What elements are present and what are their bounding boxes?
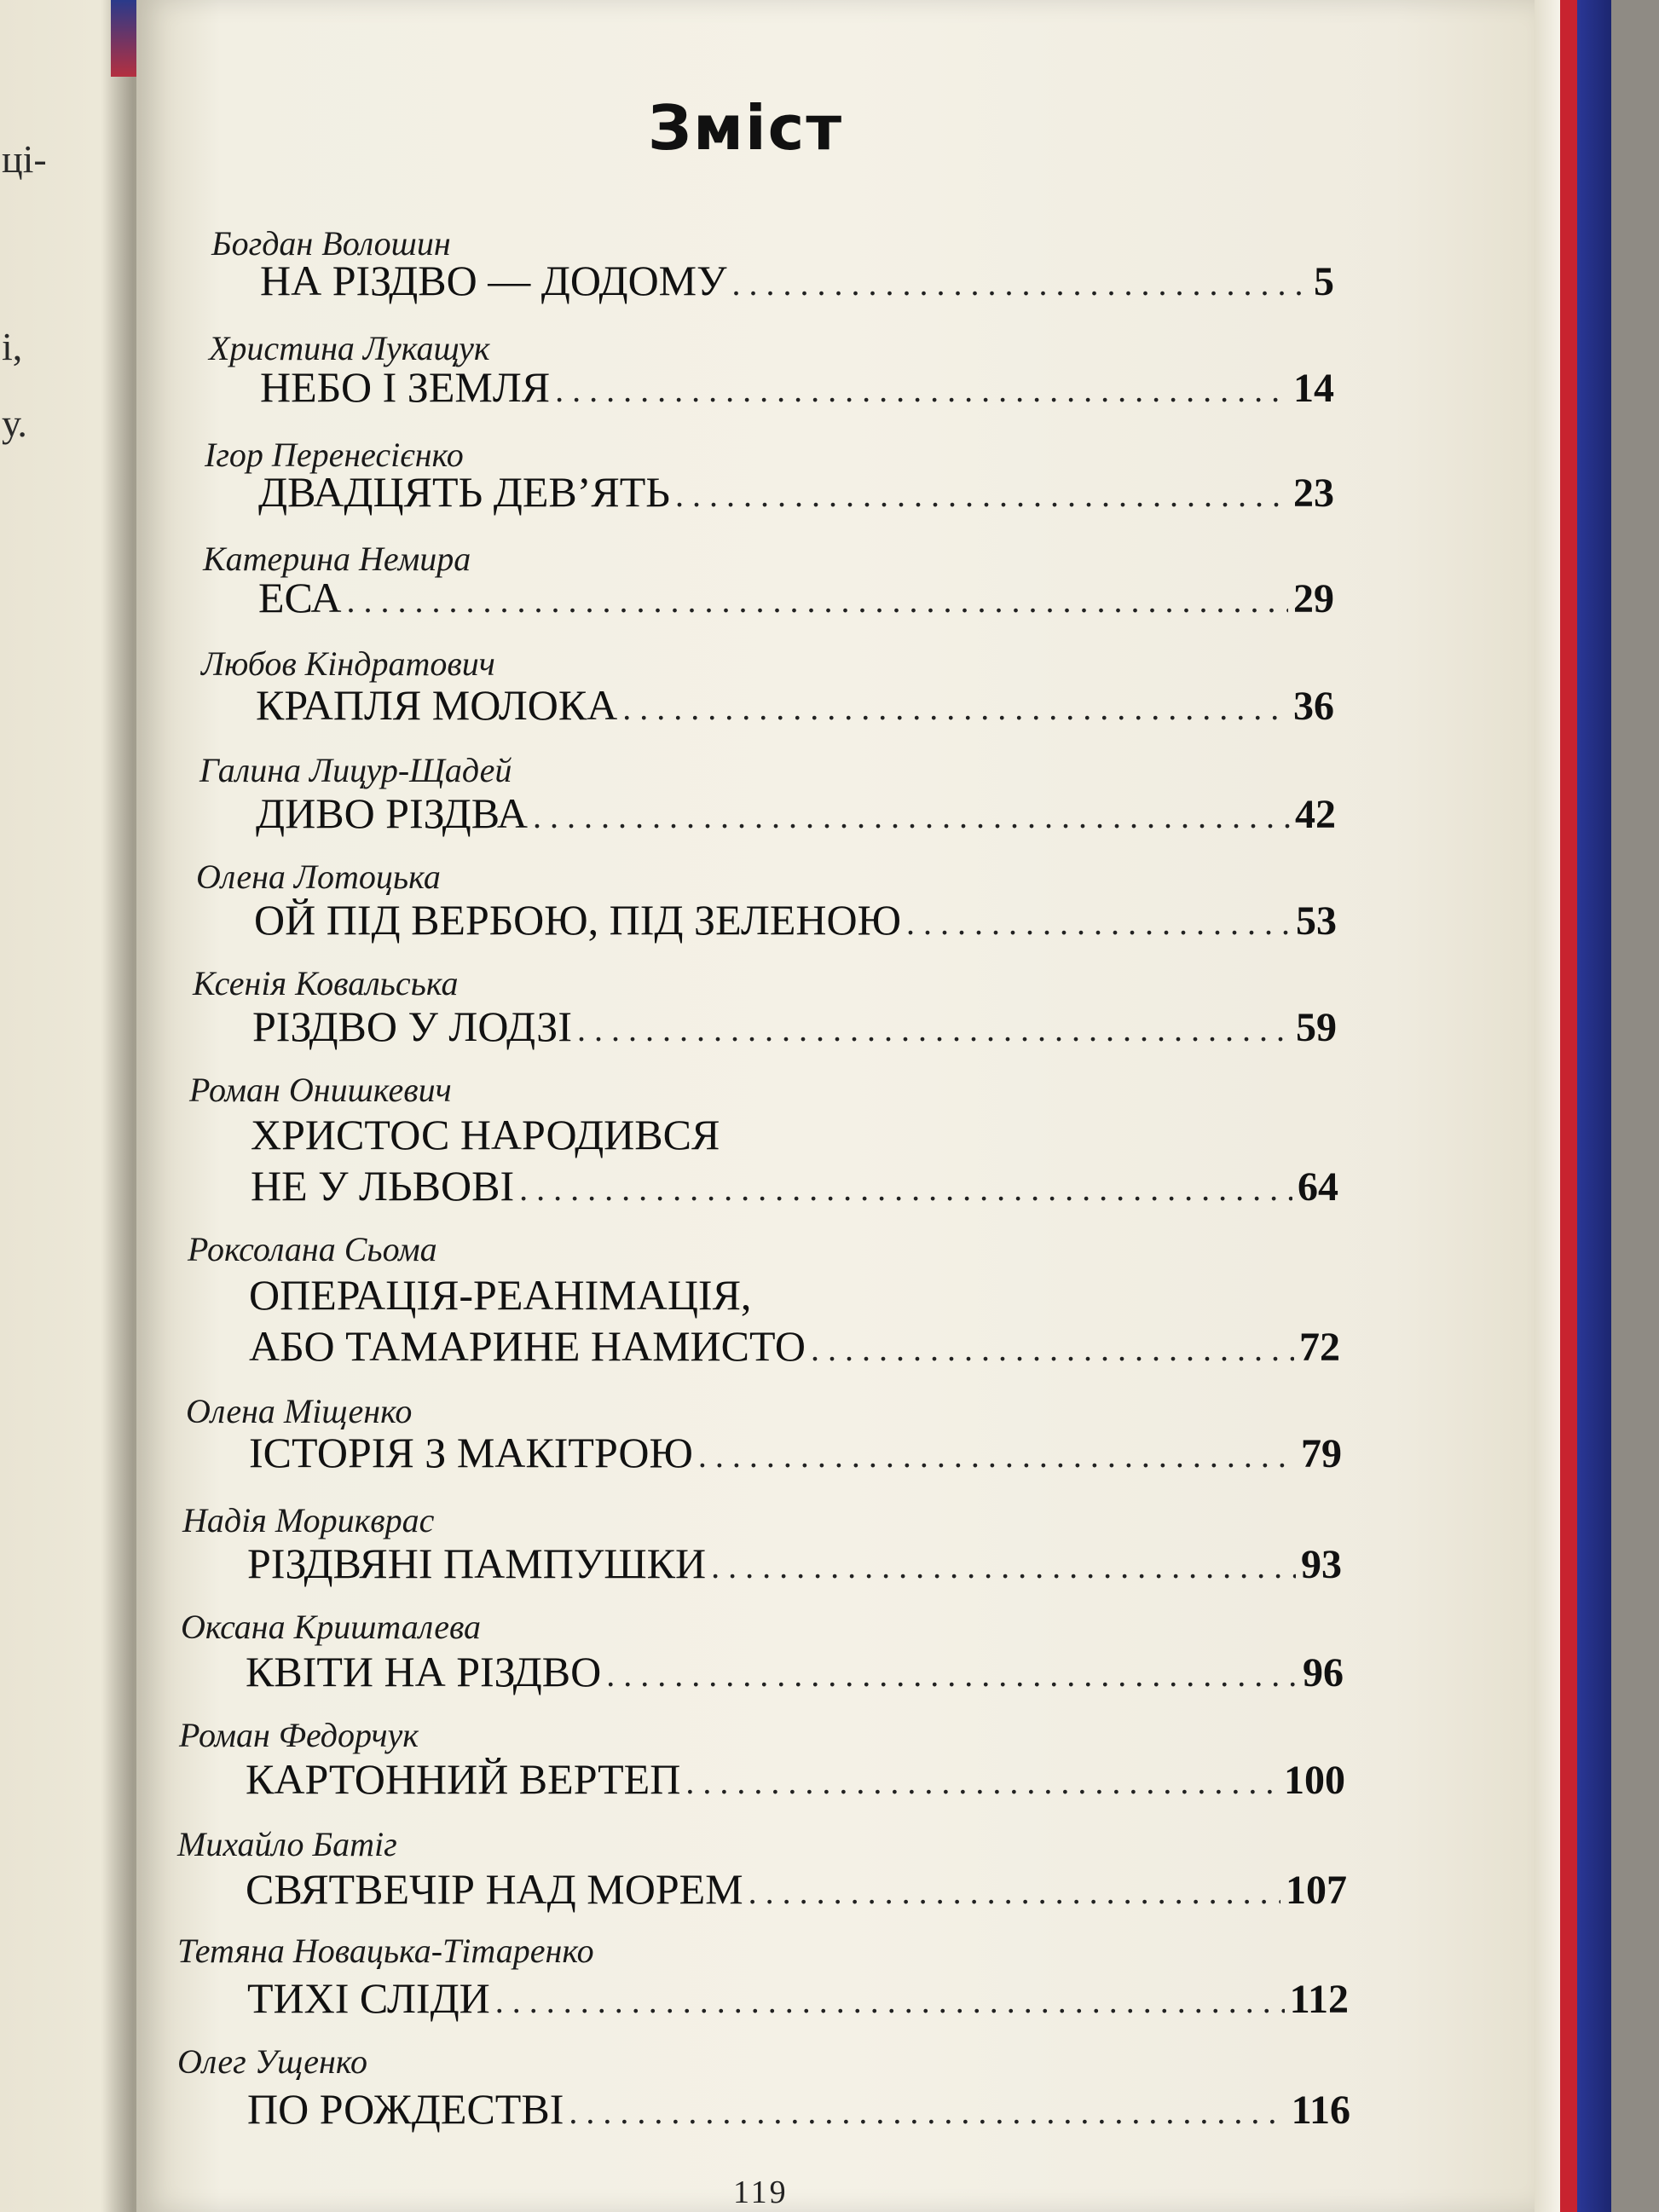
- dot-leader: [906, 903, 1291, 943]
- entry-title: НА РІЗДВО — ДОДОМУ: [260, 257, 727, 304]
- entry-title-line: [252, 1002, 1337, 1051]
- entry-title-line: [260, 362, 1334, 412]
- entry-page: 53: [1296, 898, 1337, 944]
- entry-title-line: [251, 1161, 1338, 1210]
- entry-author: Богдан Волошин: [211, 224, 451, 263]
- entry-title: ПО РОЖДЕСТВІ: [247, 2085, 564, 2133]
- entry-title: КАРТОННИЙ ВЕРТЕП: [246, 1755, 681, 1803]
- entry-title-line: [254, 895, 1337, 944]
- entry-author: Любов Кіндратович: [201, 644, 495, 683]
- dot-leader: [606, 1655, 1298, 1695]
- page-title: Зміст: [648, 92, 844, 164]
- entry-title: КРАПЛЯ МОЛОКА: [256, 681, 618, 729]
- entry-author: Галина Лицур-Щадей: [199, 751, 512, 789]
- entry-page: 36: [1293, 684, 1334, 729]
- entry-page: 96: [1303, 1650, 1344, 1695]
- entry-title-line: [246, 1864, 1347, 1914]
- entry-title-line: [247, 1973, 1349, 2023]
- dot-leader: [811, 1329, 1294, 1369]
- entry-page: 59: [1296, 1005, 1337, 1050]
- entry-page: 116: [1291, 2088, 1350, 2133]
- dot-leader: [685, 1762, 1279, 1802]
- background: [1611, 0, 1659, 2212]
- dot-leader: [749, 1872, 1280, 1912]
- entry-title: КВІТИ НА РІЗДВО: [246, 1648, 602, 1695]
- entry-author: Роман Онишкевич: [189, 1071, 452, 1109]
- entry-title-line: [256, 788, 1336, 838]
- entry-author: Олена Лотоцька: [196, 858, 441, 896]
- dot-leader: [732, 263, 1309, 303]
- entry-page: 112: [1289, 1977, 1349, 2022]
- page-number: 119: [733, 2174, 789, 2210]
- page-fragment-text: ці-: [2, 137, 47, 181]
- entry-title-line: [260, 256, 1334, 305]
- entry-author: Христина Лукащук: [209, 329, 490, 367]
- entry-page: 23: [1293, 471, 1334, 516]
- entry-author: Михайло Батіг: [177, 1825, 397, 1863]
- entry-author: Олег Ущенко: [177, 2042, 368, 2081]
- entry-title-first-line: ХРИСТОС НАРОДИВСЯ: [251, 1111, 720, 1158]
- entry-title: РІЗДВО У ЛОДЗІ: [252, 1002, 572, 1050]
- entry-page: 93: [1301, 1542, 1342, 1587]
- entry-title: ОЙ ПІД ВЕРБОЮ, ПІД ЗЕЛЕНОЮ: [254, 896, 902, 944]
- entry-page: 79: [1301, 1431, 1342, 1476]
- entry-title-first-line: ОПЕРАЦІЯ-РЕАНІМАЦІЯ,: [249, 1271, 752, 1319]
- dot-leader: [698, 1435, 1296, 1476]
- entry-page: 29: [1293, 576, 1334, 621]
- page-fragment-text: і,: [2, 325, 23, 368]
- entry-title: СВЯТВЕЧІР НАД МОРЕМ: [246, 1865, 743, 1913]
- entry-author: Олена Міщенко: [186, 1392, 413, 1430]
- entry-title-line: [258, 467, 1334, 517]
- entry-author: Ксенія Ковальська: [193, 964, 459, 1002]
- entry-title-line: [247, 2084, 1350, 2134]
- entry-author: Роксолана Сьома: [188, 1230, 437, 1268]
- entry-author: Надія Морикврас: [182, 1501, 435, 1539]
- entry-title: АБО ТАМАРИНЕ НАМИСТО: [249, 1322, 806, 1370]
- entry-author: Роман Федорчук: [179, 1716, 419, 1754]
- dot-leader: [675, 475, 1288, 515]
- cover-edge-blue: [1577, 0, 1611, 2212]
- entry-title: ТИХІ СЛІДИ: [247, 1974, 490, 2022]
- dot-leader: [533, 796, 1290, 836]
- entry-title: ІСТОРІЯ З МАКІТРОЮ: [249, 1429, 693, 1476]
- entry-title-line: [258, 573, 1334, 622]
- entry-title-line: [246, 1647, 1344, 1696]
- entry-page: 107: [1286, 1868, 1347, 1913]
- dot-leader: [555, 370, 1288, 410]
- entry-author: Ігор Перенесієнко: [205, 436, 464, 474]
- entry-title-line: [249, 1428, 1342, 1477]
- entry-author: Тетяна Новацька-Тітаренко: [177, 1932, 594, 1970]
- dot-leader: [347, 580, 1288, 621]
- dot-leader: [577, 1009, 1291, 1049]
- dot-leader: [495, 1981, 1285, 2021]
- entry-page: 64: [1298, 1164, 1338, 1210]
- entry-title-line: [247, 1539, 1342, 1588]
- entry-author: Катерина Немира: [203, 540, 471, 578]
- entry-title: ЕСА: [258, 574, 342, 621]
- entry-page: 72: [1299, 1325, 1340, 1370]
- entry-title: НЕ У ЛЬВОВІ: [251, 1162, 515, 1210]
- entry-page: 100: [1284, 1758, 1345, 1803]
- entry-title: НЕБО І ЗЕМЛЯ: [260, 363, 551, 411]
- dot-leader: [711, 1546, 1296, 1586]
- entry-title-line: [249, 1321, 1340, 1371]
- dot-leader: [622, 688, 1288, 728]
- entry-title-line: [256, 680, 1334, 730]
- dot-leader: [569, 2092, 1286, 2132]
- cover-edge-red: [1560, 0, 1577, 2212]
- entry-title: ДИВО РІЗДВА: [256, 789, 529, 837]
- entry-title: ДВАДЦЯТЬ ДЕВ’ЯТЬ: [258, 468, 670, 516]
- page-edges: [1535, 0, 1560, 2212]
- entry-title: РІЗДВЯНІ ПАМПУШКИ: [247, 1539, 707, 1587]
- entry-title-line: [246, 1754, 1345, 1804]
- entry-page: 42: [1295, 792, 1336, 837]
- dot-leader: [519, 1169, 1292, 1209]
- entry-page: 5: [1314, 259, 1334, 304]
- entry-page: 14: [1293, 366, 1334, 411]
- page-fragment-text: у.: [2, 401, 27, 445]
- entry-author: Оксана Кришталева: [181, 1608, 482, 1646]
